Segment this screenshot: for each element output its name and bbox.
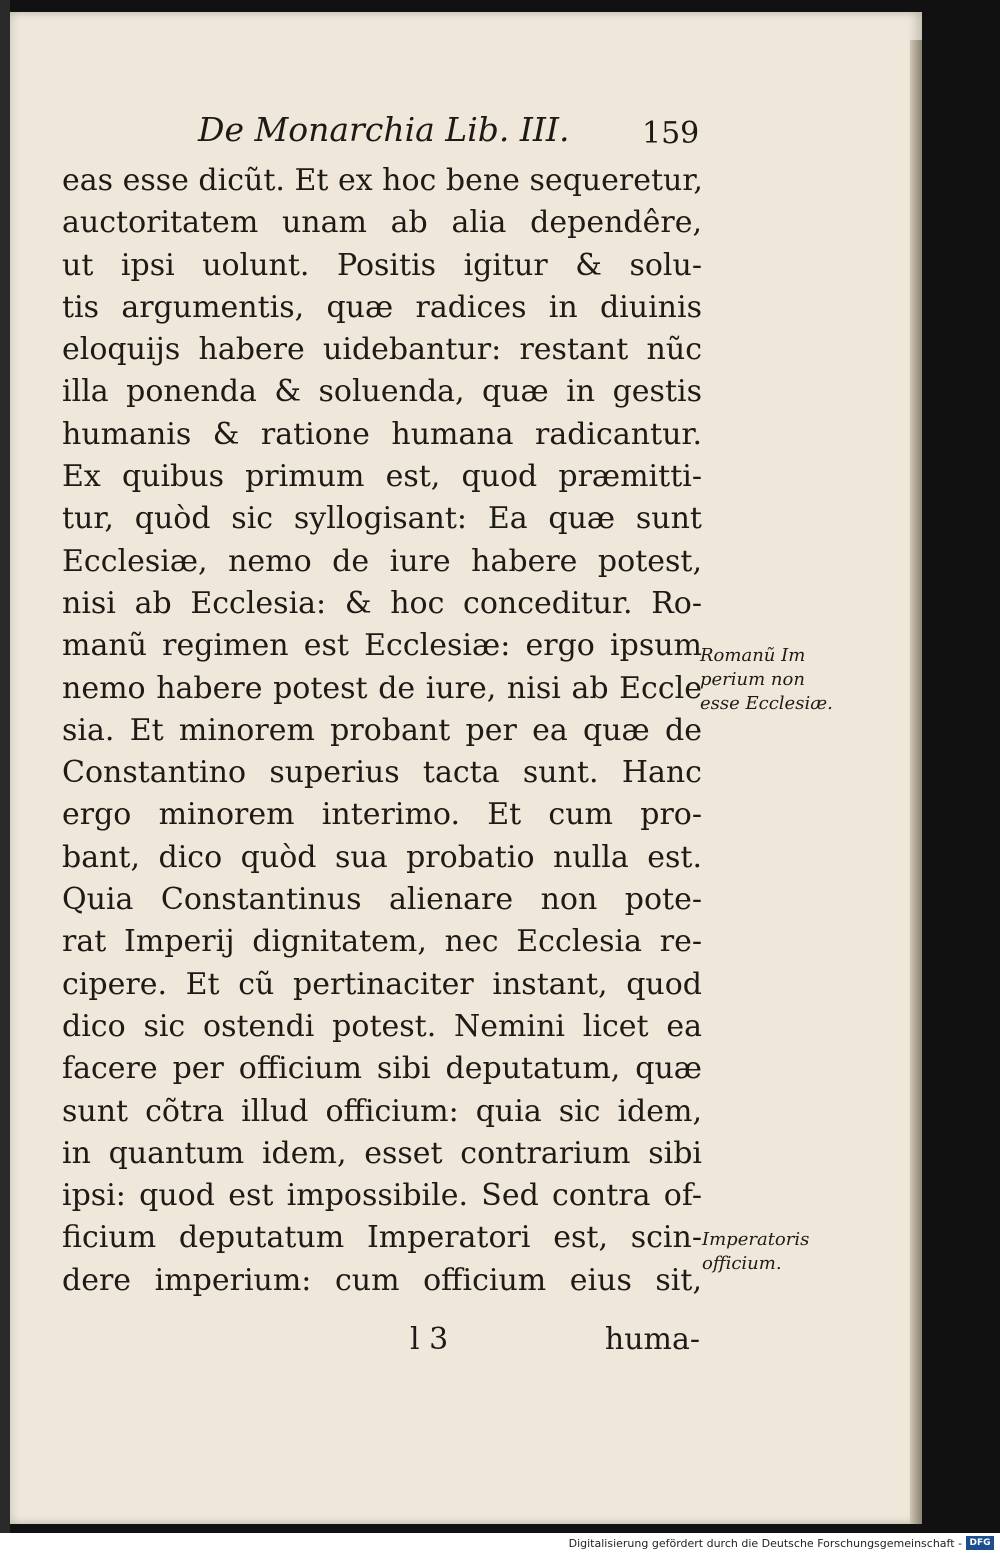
- text-line: ergo minorem interimo. Et cum pro-: [62, 797, 702, 833]
- text-line: nisi ab Ecclesia: & hoc conceditur. Ro-: [62, 585, 702, 621]
- text-line: eas esse dicũt. Et ex hoc bene sequeretur,: [62, 163, 703, 198]
- text-line: Constantino superius tacta sunt. Hanc: [62, 755, 702, 791]
- scan-left-edge: [0, 0, 10, 1533]
- margin-note-line: esse Ecclesiæ.: [700, 693, 833, 714]
- page-footer: [410, 1322, 700, 1364]
- text-line: ficium deputatum Imperatori est, scin-: [62, 1220, 702, 1256]
- text-line: bant, dico quòd sua probatio nulla est.: [62, 839, 702, 875]
- margin-note-line: Imperatoris: [702, 1229, 810, 1250]
- page-number: 159: [642, 116, 700, 151]
- margin-note-line: perium non: [700, 669, 805, 690]
- text-line: dico sic ostendi potest. Nemini licet ea: [62, 1008, 702, 1044]
- text-line: in quantum idem, esset contrarium sibi: [62, 1135, 702, 1171]
- signature-mark: l 3: [410, 1322, 449, 1357]
- text-line: sunt cõtra illud officium: quia sic idem,: [62, 1093, 702, 1129]
- page-header: [10, 110, 922, 160]
- margin-note-imperatoris: [702, 1228, 809, 1276]
- page-edge-shadow: [910, 40, 922, 1524]
- body-text: [62, 160, 702, 1302]
- text-line: illa ponenda & soluenda, quæ in gestis: [62, 374, 702, 410]
- text-line: eloquijs habere uidebantur: restant nũc: [62, 332, 702, 368]
- text-line: Quia Constantinus alienare non pote-: [62, 882, 702, 918]
- credit-bar: [0, 1533, 1000, 1555]
- text-line: nemo habere potest de iure, nisi ab Eccle: [62, 670, 702, 706]
- text-line: ut ipsi uolunt. Positis igitur & solu-: [62, 247, 702, 283]
- text-line: Ex quibus primum est, quod præmitti-: [62, 459, 702, 495]
- text-line: manũ regimen est Ecclesiæ: ergo ipsum: [62, 628, 702, 664]
- text-line: sia. Et minorem probant per ea quæ de: [62, 712, 702, 748]
- text-line: facere per officium sibi deputatum, quæ: [62, 1051, 702, 1087]
- text-line: cipere. Et cũ pertinaciter instant, quod: [62, 966, 702, 1002]
- catchword: huma-: [604, 1322, 700, 1357]
- margin-note-line: officium.: [702, 1253, 782, 1274]
- text-line: tur, quòd sic syllogisant: Ea quæ sunt: [62, 501, 702, 537]
- margin-note-line: Romanũ Im: [700, 645, 806, 666]
- text-line: tis argumentis, quæ radices in diuinis: [62, 289, 702, 325]
- text-line: ipsi: quod est impossibile. Sed contra of-: [62, 1178, 702, 1214]
- text-line: humanis & ratione humana radicantur.: [62, 416, 702, 452]
- funding-credit: Digitalisierung gefördert durch die Deutsche Forschungsgemeinschaft -: [568, 1537, 962, 1550]
- book-page: [10, 12, 922, 1524]
- dfg-logo: DFG: [966, 1536, 994, 1550]
- text-line: rat Imperij dignitatem, nec Ecclesia re-: [62, 924, 702, 960]
- running-title: De Monarchia Lib. III.: [198, 110, 570, 149]
- text-line: auctoritatem unam ab alia dependêre,: [62, 205, 702, 241]
- text-line: Ecclesiæ, nemo de iure habere potest,: [62, 543, 702, 579]
- text-line: dere imperium: cum officium eius sit,: [62, 1262, 702, 1298]
- margin-note-romanum: [700, 644, 833, 716]
